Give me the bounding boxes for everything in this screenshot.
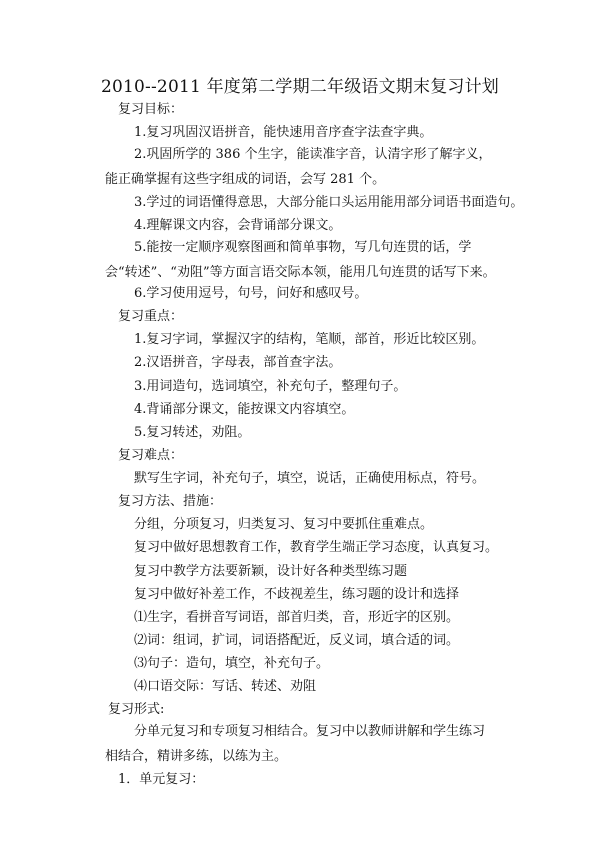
key-points-heading: 复习重点： <box>118 309 184 324</box>
goal-item: 4.理解课文内容，会背诵部分课文。 <box>134 218 342 233</box>
method-item: 复习中做好补差工作，不歧视差生，练习题的设计和选择 <box>134 587 460 602</box>
forms-item: 分单元复习和专项复习相结合。复习中以教师讲解和学生练习相结合，精讲多练，以练为主。 <box>105 724 486 764</box>
goals-heading: 复习目标： <box>118 102 184 117</box>
goal-item: 3.学过的词语懂得意思，大部分能口头运用能用部分词语书面造句。 <box>134 195 524 210</box>
method-item: 复习中做好思想教育工作，教育学生端正学习态度，认真复习。 <box>134 540 499 555</box>
methods-heading: 复习方法、措施： <box>118 494 223 509</box>
goal-item: 5.能按一定顺序观察图画和简单事物，写几句连贯的话，学会“转述”、“劝阻”等方面言语交际本领，能用几句连贯的话写下来。 <box>105 240 496 280</box>
method-item: ⑷口语交际：写话、转述、劝阻 <box>134 679 317 694</box>
goal-item: 2.巩固所学的 386 个生字，能读准字音，认清字形了解字义，能正确掌握有这些字组成的词语，会写 281 个。 <box>105 147 492 187</box>
forms-heading: 复习形式: <box>108 702 165 717</box>
key-point-item: 5.复习转述，劝阻。 <box>134 425 251 440</box>
method-item: ⑵词：组词，扩词，词语搭配近，反义词，填合适的词。 <box>134 633 460 648</box>
goal-item: 1.复习巩固汉语拼音，能快速用音序查字法查字典。 <box>134 125 433 140</box>
document-title: 2010--2011 年度第二学期二年级语文期末复习计划 <box>100 77 500 97</box>
key-point-item: 4.背诵部分课文，能按课文内容填空。 <box>134 402 355 417</box>
difficulties-heading: 复习难点： <box>118 448 184 463</box>
difficulty-item: 默写生字词，补充句子，填空，说话，正确使用标点，符号。 <box>134 471 486 486</box>
goal-item: 6.学习使用逗号，句号，问好和感叹号。 <box>134 286 368 301</box>
forms-sub-heading: 1．单元复习： <box>118 772 205 787</box>
key-point-item: 1.复习字词，掌握汉字的结构，笔顺，部首，形近比较区别。 <box>134 332 485 347</box>
key-point-item: 2.汉语拼音，字母表，部首查字法。 <box>134 355 342 370</box>
method-item: 复习中教学方法要新颖，设计好各种类型练习题 <box>134 564 408 579</box>
method-item: 分组，分项复习，归类复习、复习中要抓住重难点。 <box>134 517 434 532</box>
method-item: ⑶句子：造句，填空，补充句子。 <box>134 656 330 671</box>
key-point-item: 3.用词造句，选词填空，补充句子，整理句子。 <box>134 379 407 394</box>
method-item: ⑴生字，看拼音写词语，部首归类，音，形近字的区别。 <box>134 610 460 625</box>
